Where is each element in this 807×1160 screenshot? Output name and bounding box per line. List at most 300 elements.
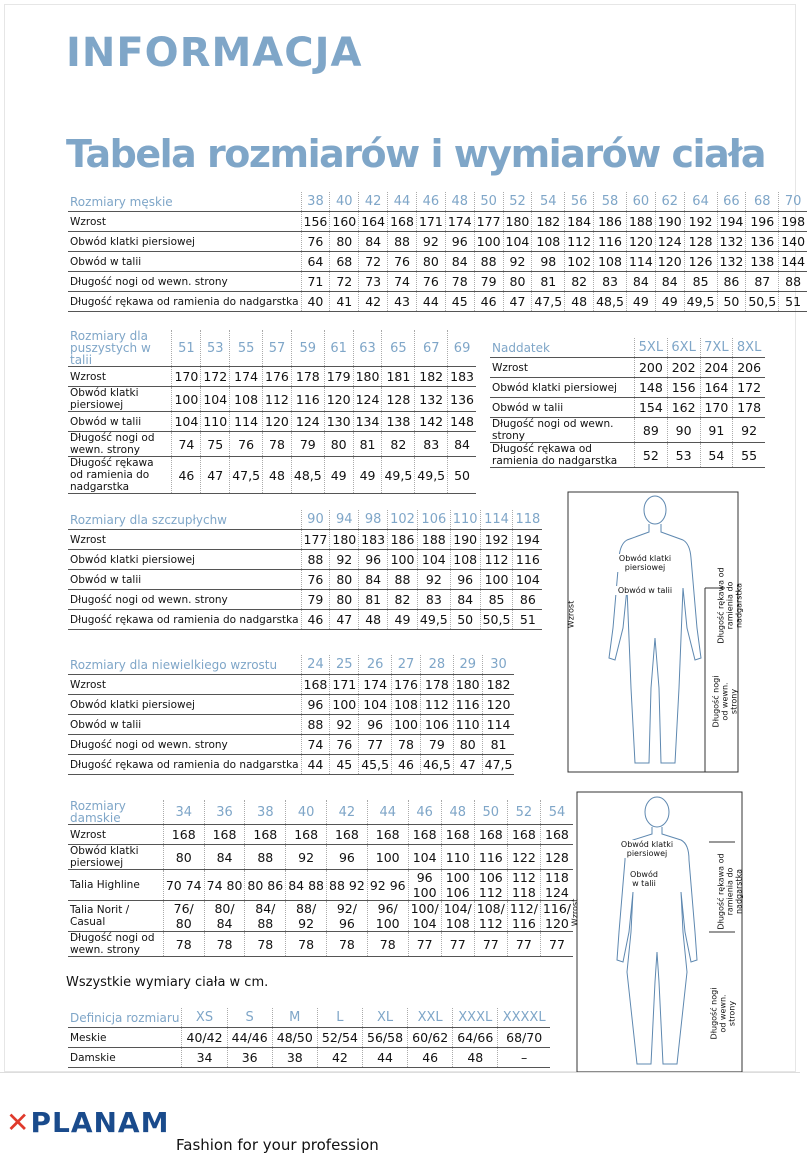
table-cell: 78 [245,932,286,957]
table-cell: 112 [420,695,453,715]
table-cell: 179 [324,367,353,387]
size-column-header: 44 [367,800,408,825]
table-cell: 190 [655,212,684,232]
table-cell: 110 [441,845,474,870]
table-cell: 200 [635,358,668,378]
table-cell: 124 [291,412,324,432]
size-column-header: XL [362,1008,407,1028]
table-cell: 68/70 [498,1028,550,1048]
table-cell: 192 [684,212,717,232]
table-cell: 100 [480,570,513,590]
table-cell: 49 [626,292,655,312]
table-cell: 140 [779,232,807,252]
table-cell: 83 [417,590,450,610]
table-cell: 77 [359,735,392,755]
size-column-header: XS [182,1008,227,1028]
table-cell: 100 [388,550,418,570]
table-cell: 76 [416,272,445,292]
table-cell: 85 [684,272,717,292]
size-column-header: 110 [450,510,480,530]
table-cell: 130 [324,412,353,432]
table-cell: 77 [408,932,441,957]
table-cell: 168 [367,825,408,845]
table-row [68,232,807,252]
table-cell: 43 [388,292,417,312]
size-column-header: 42 [327,800,368,825]
table-row [490,358,765,378]
table-cell: 174 [230,367,263,387]
table-cell: 104 [201,387,230,412]
table-row [68,735,514,755]
table-cell: 180 [353,367,382,387]
table-cell: 148 [448,412,476,432]
size-column-header: 90 [301,510,330,530]
table-cell: 120 [626,232,655,252]
table-cell: 168 [245,825,286,845]
table-cell: 49,5 [417,610,450,630]
table-cell: 64/66 [453,1028,498,1048]
size-column-header: 54 [540,800,573,825]
table-cell: 51 [513,610,542,630]
table-cell: 90 [667,418,700,443]
table-cell: 46 [172,457,201,494]
table-cell: 110 [453,715,482,735]
table-cell: 102 [565,252,594,272]
table-cell: 168 [507,825,540,845]
table-cell: 78 [263,432,292,457]
table-cell: 47 [453,755,482,775]
table-cell: 126 [684,252,717,272]
table-header-row [68,510,542,530]
table-cell: 132 [717,232,746,252]
male-leg-label: Długość nogi od wewn. strony [711,675,739,728]
table-cell: 50,5 [746,292,779,312]
table-cell: 74 80 [204,870,245,901]
table-cell: 148 [635,378,668,398]
table-row [68,457,476,494]
table-cell: 49,5 [684,292,717,312]
table-cell: 204 [700,358,733,378]
table-header-label: Rozmiary dla puszystych w talii [68,330,172,367]
table-cell: 96 [450,570,480,590]
row-label: Długość rękawa od ramienia do nadgarstka [68,457,172,494]
table-cell: 76 [330,735,359,755]
table-cell: 120 [482,695,514,715]
size-column-header: XXXXL [498,1008,550,1028]
table-cell: 44 [301,755,330,775]
logo-text: PLANAM [30,1106,170,1139]
table-cell: 77 [540,932,573,957]
table-cell: 80 [330,232,359,252]
table-cell: 77 [474,932,507,957]
table-cell: 196 [746,212,779,232]
table-cell: 116 [513,550,542,570]
table-row [490,418,765,443]
table-cell: 142 [415,412,448,432]
table-cell: 180 [330,530,359,550]
table-cell: 92 [416,232,445,252]
table-cell: 48 [565,292,594,312]
table-cell: 45 [330,755,359,775]
table-cell: 168 [388,212,417,232]
table-cell: 73 [359,272,388,292]
table-header-label: Rozmiary męskie [68,192,301,212]
table-cell: 80 [330,570,359,590]
table-cell: 92 [417,570,450,590]
table-cell: 48,5 [594,292,627,312]
table-cell: 156 [301,212,330,232]
table-cell: 88 [245,845,286,870]
table-cell: 176 [263,367,292,387]
male-waist-label: Obwód w talii [615,586,675,595]
table-header-label: Definicja rozmiaru [68,1008,182,1028]
table-cell: 160 [330,212,359,232]
row-label: Długość nogi od wewn. strony [68,432,172,457]
table-cell: 88 [301,715,330,735]
table-cell: 138 [746,252,779,272]
table-cell: 112 [263,387,292,412]
table-cell: 55 [733,443,765,468]
table-row [68,550,542,570]
table-cell: 46,5 [420,755,453,775]
size-column-header: S [227,1008,272,1028]
table-cell: 46 [408,1048,453,1068]
size-column-header: 48 [445,192,474,212]
table-cell: 100 [172,387,201,412]
table-cell: 81 [353,432,382,457]
size-column-header: 102 [388,510,418,530]
table-cell: 84 [448,432,476,457]
table-cell: 85 [480,590,513,610]
table-cell: 84 [655,272,684,292]
table-cell: 83 [594,272,627,292]
table-cell: 47,5 [230,457,263,494]
table-cell: 174 [445,212,474,232]
table-cell: 82 [382,432,415,457]
table-cell: 52/54 [317,1028,362,1048]
table-cell: 138 [382,412,415,432]
table-cell: 108/ 112 [474,901,507,932]
page-title: INFORMACJA [66,30,363,76]
size-column-header: 25 [330,655,359,675]
table-cell: 190 [450,530,480,550]
row-label: Wzrost [68,367,172,387]
table-cell: 46 [474,292,503,312]
table-cell: 48 [359,610,388,630]
table-cell: 183 [448,367,476,387]
size-column-header: 38 [245,800,286,825]
table-cell: 92 [330,550,359,570]
table-cell: 172 [201,367,230,387]
row-label: Talia Norit / Casual [68,901,163,932]
table-cell: 171 [330,675,359,695]
table-cell: 136 [448,387,476,412]
table-cell: 72 [359,252,388,272]
size-definition-table [68,1008,550,1068]
table-header-label: Naddatek [490,338,635,358]
table-cell: 50,5 [480,610,513,630]
table-header-row [68,192,807,212]
table-row [68,367,476,387]
table-cell: 96 100 [408,870,441,901]
size-column-header: 38 [301,192,330,212]
table-cell: 42 [359,292,388,312]
table-row [68,755,514,775]
size-column-header: 40 [330,192,359,212]
table-header-label: Rozmiary damskie [68,800,163,825]
table-cell: 100 [367,845,408,870]
table-cell: 74 [388,272,417,292]
table-header-label: Rozmiary dla szczupłychw [68,510,301,530]
row-label: Długość nogi od wewn. strony [68,590,301,610]
table-cell: 84 [359,570,388,590]
table-cell: 78 [367,932,408,957]
row-label: Obwód w talii [68,570,301,590]
table-cell: 168 [286,825,327,845]
table-cell: 128 [540,845,573,870]
table-header-row [68,800,573,825]
table-cell: 192 [480,530,513,550]
table-cell: 81 [532,272,565,292]
table-row [68,412,476,432]
table-cell: 132 [717,252,746,272]
table-cell: 104 [172,412,201,432]
table-cell: 106 [420,715,453,735]
table-cell: 181 [382,367,415,387]
table-cell: 76/ 80 [163,901,204,932]
table-cell: 82 [565,272,594,292]
table-cell: 108 [230,387,263,412]
table-cell: 86 [717,272,746,292]
row-label: Obwód w talii [68,252,301,272]
table-cell: 84 [450,590,480,610]
table-cell: 96 [327,845,368,870]
table-cell: 79 [301,590,330,610]
table-cell: 80 86 [245,870,286,901]
table-cell: 76 [230,432,263,457]
table-cell: 78 [392,735,421,755]
table-cell: 168 [163,825,204,845]
table-cell: 108 [594,252,627,272]
table-cell: 182 [415,367,448,387]
table-row [68,252,807,272]
table-cell: 178 [420,675,453,695]
male-chest-label: Obwód klatki piersiowej [615,554,675,572]
table-cell: 104 [503,232,532,252]
table-cell: 50 [448,457,476,494]
size-column-header: 29 [453,655,482,675]
table-row [68,695,514,715]
table-cell: 168 [540,825,573,845]
table-cell: 171 [416,212,445,232]
table-cell: 78 [327,932,368,957]
table-cell: 41 [330,292,359,312]
table-cell: 76 [301,232,330,252]
row-label: Obwód klatki piersiowej [68,845,163,870]
size-column-header: 118 [513,510,542,530]
table-row [68,870,573,901]
size-column-header: XXL [408,1008,453,1028]
table-cell: 98 [532,252,565,272]
table-cell: 76 [388,252,417,272]
table-cell: 184 [565,212,594,232]
table-cell: 114 [482,715,514,735]
table-cell: 202 [667,358,700,378]
table-cell: 194 [513,530,542,550]
table-cell: 74 [301,735,330,755]
table-cell: 198 [779,212,807,232]
table-cell: 96 [359,715,392,735]
table-cell: 80 [330,590,359,610]
table-cell: 177 [474,212,503,232]
size-column-header: 69 [448,330,476,367]
size-column-header: 70 [779,192,807,212]
table-cell: 168 [441,825,474,845]
size-column-header: 54 [532,192,565,212]
row-label: Długość rękawa od ramienia do nadgarstka [68,292,301,312]
table-cell: 188 [626,212,655,232]
table-cell: 100 [392,715,421,735]
female-height-label: Wzrost [570,898,580,927]
table-cell: 84 [359,232,388,252]
plus-size-table [68,330,476,494]
table-cell: 96/ 100 [367,901,408,932]
row-label: Obwód w talii [68,412,172,432]
table-cell: 80 [163,845,204,870]
table-cell: 186 [594,212,627,232]
table-cell: 79 [474,272,503,292]
table-cell: 104 [417,550,450,570]
table-row [68,272,807,292]
short-size-table [68,655,514,775]
table-cell: 116 [474,845,507,870]
table-cell: 75 [201,432,230,457]
table-cell: 50 [717,292,746,312]
table-cell: 84 [204,845,245,870]
table-cell: 48,5 [291,457,324,494]
table-cell: 78 [163,932,204,957]
table-cell: 177 [301,530,330,550]
female-silhouette-icon [575,782,795,1072]
size-column-header: 52 [503,192,532,212]
table-cell: 96 [359,550,388,570]
table-cell: 48 [453,1048,498,1068]
table-cell: 80 [503,272,532,292]
table-cell: 118 124 [540,870,573,901]
table-cell: 50 [450,610,480,630]
table-cell: 120 [655,252,684,272]
table-cell: 82 [388,590,418,610]
size-column-header: 8XL [733,338,765,358]
table-cell: 104/ 108 [441,901,474,932]
row-label: Obwód klatki piersiowej [68,550,301,570]
table-cell: 46 [392,755,421,775]
female-body-figure [570,782,795,1072]
table-row [68,432,476,457]
row-label: Damskie [68,1048,182,1068]
table-cell: 168 [327,825,368,845]
table-cell: 48/50 [272,1028,317,1048]
table-cell: 168 [301,675,330,695]
table-cell: 96 [301,695,330,715]
table-cell: 112/ 116 [507,901,540,932]
table-cell: 68 [330,252,359,272]
female-waist-label: Obwód w talii [630,870,658,888]
female-sleeve-label: Długość rękawa od ramienia do nadgarstka [716,853,744,930]
size-column-header: 26 [359,655,392,675]
size-column-header: 55 [230,330,263,367]
table-cell: 168 [408,825,441,845]
size-column-header: L [317,1008,362,1028]
table-cell: 194 [717,212,746,232]
table-row [68,610,542,630]
table-cell: 92 [503,252,532,272]
size-column-header: 94 [330,510,359,530]
table-cell: 84 88 [286,870,327,901]
table-cell: 47 [503,292,532,312]
table-cell: 44/46 [227,1028,272,1048]
row-label: Obwód klatki piersiowej [490,378,635,398]
table-header-row [68,655,514,675]
table-cell: 74 [172,432,201,457]
slim-size-table [68,510,542,630]
table-cell: 84 [626,272,655,292]
row-label: Obwód w talii [490,398,635,418]
table-cell: 48 [263,457,292,494]
table-cell: 172 [733,378,765,398]
table-cell: 100 [330,695,359,715]
men-size-table [68,192,807,312]
size-column-header: 60 [626,192,655,212]
table-cell: 100 106 [441,870,474,901]
tagline: Fashion for your profession [176,1136,379,1154]
row-label: Obwód klatki piersiowej [68,232,301,252]
table-row [68,387,476,412]
table-cell: 81 [482,735,514,755]
table-cell: 116 [291,387,324,412]
table-cell: 162 [667,398,700,418]
table-row [68,1048,550,1068]
table-header-row [490,338,765,358]
size-column-header: 67 [415,330,448,367]
table-row [490,443,765,468]
table-cell: 106 112 [474,870,507,901]
size-column-header: 58 [594,192,627,212]
table-cell: 186 [388,530,418,550]
logo-mark-icon: ✕ [6,1106,31,1139]
table-cell: 52 [635,443,668,468]
table-cell: 88 92 [327,870,368,901]
table-cell: 100/ 104 [408,901,441,932]
table-row [490,378,765,398]
row-label: Długość rękawa od ramienia do nadgarstka [68,610,301,630]
table-cell: 92 [733,418,765,443]
table-cell: 88 [779,272,807,292]
row-label: Wzrost [68,825,163,845]
table-cell: 110 [201,412,230,432]
table-cell: 34 [182,1048,227,1068]
table-cell: 64 [301,252,330,272]
table-cell: 170 [700,398,733,418]
table-cell: 108 [450,550,480,570]
table-row [68,590,542,610]
row-label: Obwód w talii [68,715,301,735]
table-row [68,901,573,932]
table-row [68,570,542,590]
size-column-header: 42 [359,192,388,212]
size-column-header: 64 [684,192,717,212]
row-label: Obwód klatki piersiowej [68,695,301,715]
